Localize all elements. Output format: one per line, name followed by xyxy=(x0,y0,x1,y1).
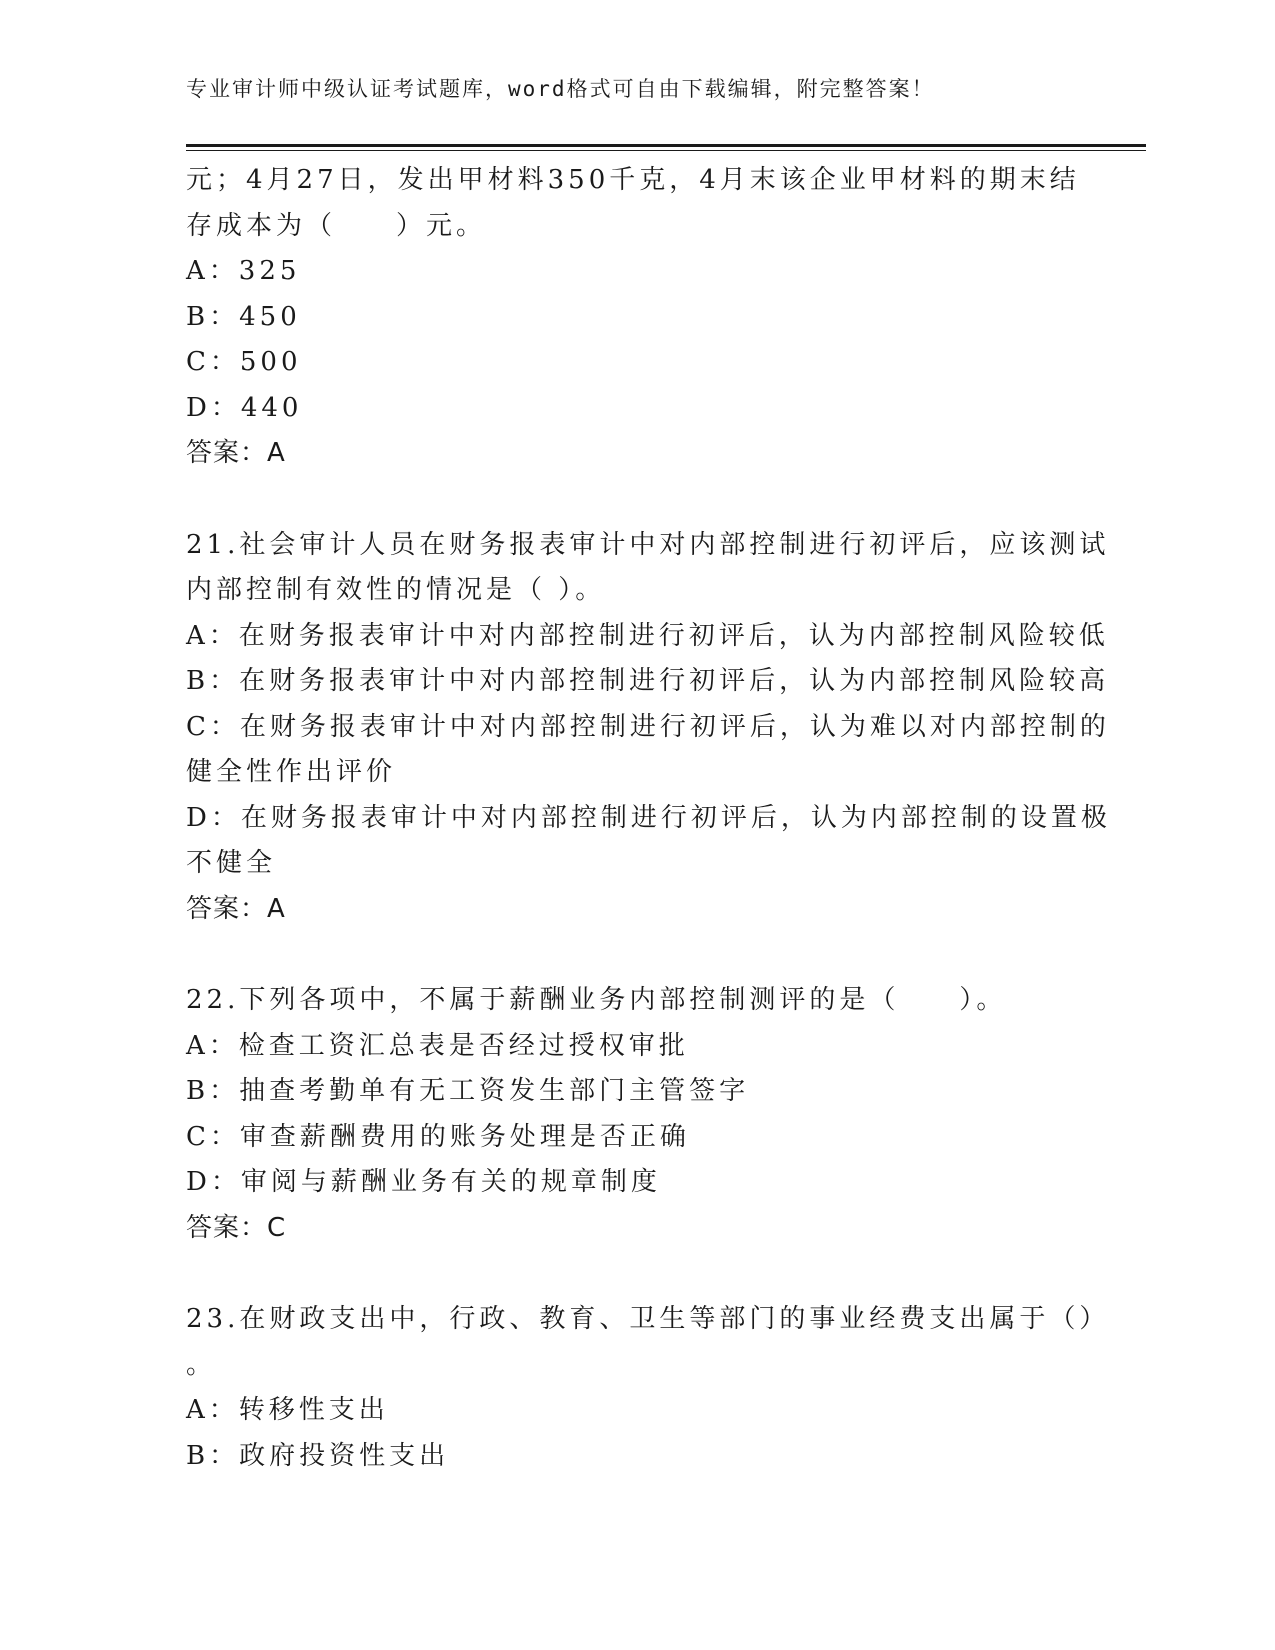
question-text: 22.下列各项中，不属于薪酬业务内部控制测评的是（ ）。 xyxy=(186,985,1007,1015)
option-d: D：在财务报表审计中对内部控制进行初评后，认为内部控制的设置极 xyxy=(186,802,1111,833)
option-d-continued: 不健全 xyxy=(186,848,277,878)
question-21 xyxy=(186,523,1111,933)
question-22 xyxy=(186,978,1086,1251)
question-text: 内部控制有效性的情况是（ ）。 xyxy=(186,575,606,605)
option-c: C：在财务报表审计中对内部控制进行初评后，认为难以对内部控制的 xyxy=(186,711,1110,742)
question-23 xyxy=(186,1297,1110,1479)
option-c: C：500 xyxy=(186,347,302,377)
header-rule-thick xyxy=(186,144,1146,147)
question-content xyxy=(186,158,1111,1479)
option-b: B：抽查考勤单有无工资发生部门主管签字 xyxy=(186,1076,750,1106)
option-d: D：440 xyxy=(186,392,303,423)
option-a: A：检查工资汇总表是否经过授权审批 xyxy=(186,1030,689,1061)
option-b: B：在财务报表审计中对内部控制进行初评后，认为内部控制风险较高 xyxy=(186,666,1110,696)
option-c-continued: 健全性作出评价 xyxy=(186,757,397,787)
answer: 答案：A xyxy=(186,438,286,468)
option-b: B：450 xyxy=(186,301,301,332)
question-continued xyxy=(186,158,1086,477)
answer: 答案：A xyxy=(186,893,286,924)
question-text: 元；4月27日，发出甲材料350千克，4月末该企业甲材料的期末结 xyxy=(186,165,1080,195)
question-text: 存成本为（ ）元。 xyxy=(186,210,487,241)
option-a: A：转移性支出 xyxy=(186,1395,389,1425)
question-text: 23.在财政支出中，行政、教育、卫生等部门的事业经费支出属于（） xyxy=(186,1304,1110,1334)
question-text: 。 xyxy=(186,1349,217,1380)
option-a: A：在财务报表审计中对内部控制进行初评后，认为内部控制风险较低 xyxy=(186,620,1109,651)
option-a: A：325 xyxy=(186,256,301,286)
question-text: 21.社会审计人员在财务报表审计中对内部控制进行初评后，应该测试 xyxy=(186,529,1110,560)
option-c: C：审查薪酬费用的账务处理是否正确 xyxy=(186,1121,690,1152)
header-rule-thin xyxy=(186,150,1146,151)
option-d: D：审阅与薪酬业务有关的规章制度 xyxy=(186,1167,661,1197)
option-b: B：政府投资性支出 xyxy=(186,1440,450,1471)
answer: 答案：C xyxy=(186,1212,287,1243)
page-header: 专业审计师中级认证考试题库，word格式可自由下载编辑，附完整答案！ xyxy=(186,77,935,101)
